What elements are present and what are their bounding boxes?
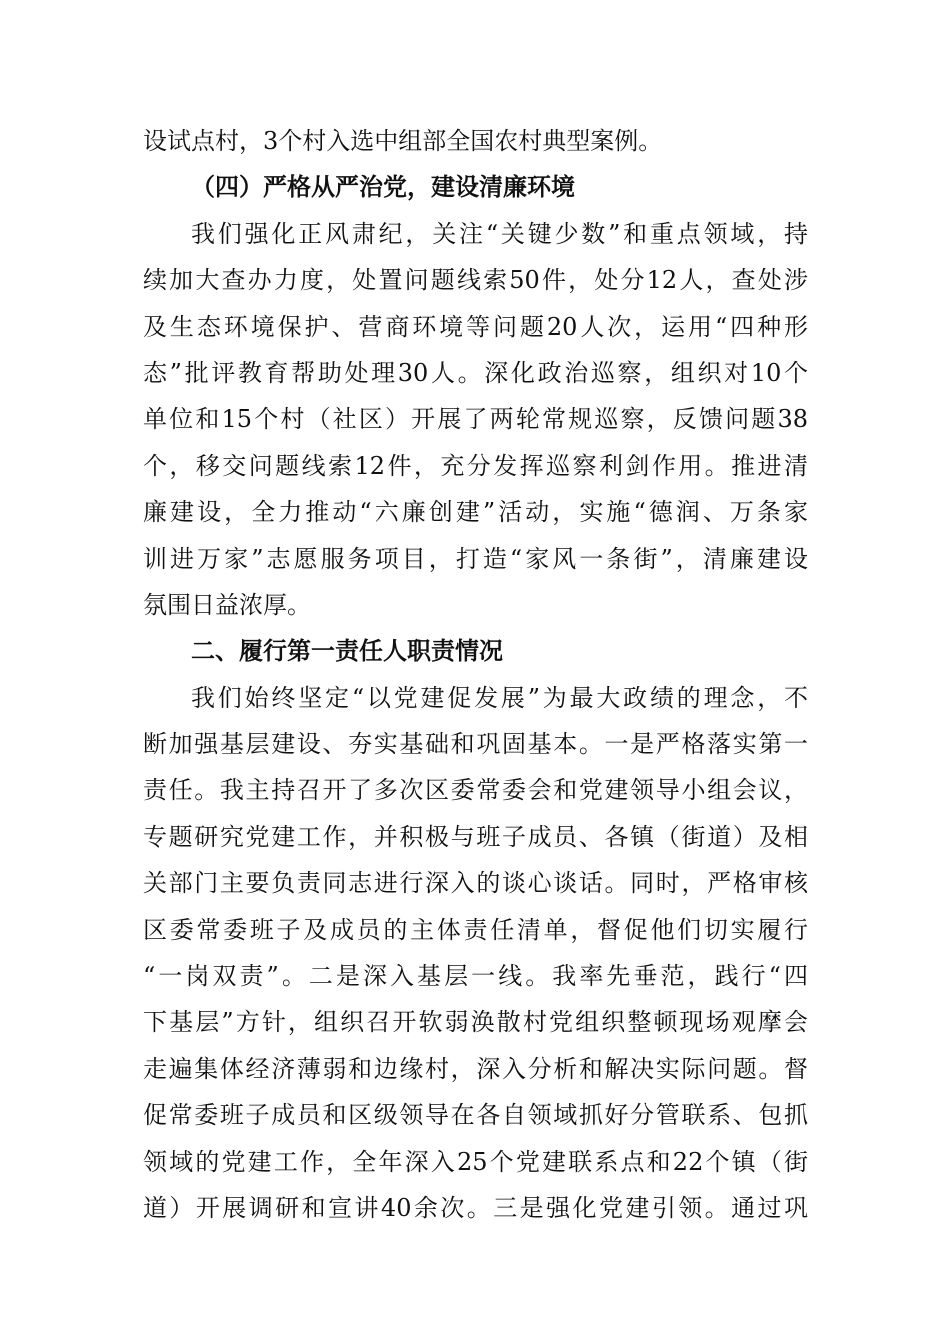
paragraph-line: 道）开展调研和宣讲40余次。三是强化党建引领。通过巩 — [143, 1193, 808, 1222]
paragraph-line: 专题研究党建工作，并积极与班子成员、各镇（街道）及相 — [143, 822, 808, 851]
paragraph-line: 个，移交问题线索12件，充分发挥巡察利剑作用。推进清 — [143, 451, 808, 480]
paragraph-line: 续加大查办力度，处置问题线索50件，处分12人，查处涉 — [143, 266, 808, 295]
paragraph-line: 廉建设，全力推动“六廉创建”活动，实施“德润、万条家 — [143, 498, 808, 527]
paragraph-line: 我们始终坚定“以党建促发展”为最大政绩的理念，不 — [191, 683, 808, 712]
paragraph-line: 领域的党建工作，全年深入25个党建联系点和22个镇（街 — [143, 1147, 808, 1176]
paragraph-line: 设试点村，3个村入选中组部全国农村典型案例。 — [143, 127, 663, 155]
paragraph-line: 训进万家”志愿服务项目，打造“家风一条街”，清廉建设 — [143, 544, 808, 573]
paragraph-line: 促常委班子成员和区级领导在各自领域抓好分管联系、包抓 — [143, 1101, 808, 1130]
document-body — [143, 118, 808, 1231]
paragraph-line: 态”批评教育帮助处理30人。深化政治巡察，组织对10个 — [143, 358, 808, 387]
paragraph-line: 断加强基层建设、夯实基础和巩固基本。一是严格落实第一 — [143, 730, 808, 759]
paragraph-line: 区委常委班子及成员的主体责任清单，督促他们切实履行 — [143, 915, 808, 944]
section-heading-4: （四）严格从严治党，建设清廉环境 — [191, 172, 575, 202]
paragraph-line: 及生态环境保护、营商环境等问题20人次，运用“四种形 — [143, 312, 808, 341]
paragraph-line: 下基层”方针，组织召开软弱涣散村党组织整顿现场观摩会 — [143, 1008, 808, 1037]
paragraph-line: 我们强化正风肃纪，关注“关键少数”和重点领域，持 — [191, 219, 808, 248]
paragraph-line: 走遍集体经济薄弱和边缘村，深入分析和解决实际问题。督 — [143, 1054, 808, 1083]
paragraph-line: 关部门主要负责同志进行深入的谈心谈话。同时，严格审核 — [143, 869, 808, 898]
paragraph-line: 单位和15个村（社区）开展了两轮常规巡察，反馈问题38 — [143, 405, 808, 434]
paragraph-line: 氛围日益浓厚。 — [143, 590, 311, 619]
paragraph-line: 责任。我主持召开了多次区委常委会和党建领导小组会议， — [143, 776, 808, 805]
section-heading-2: 二、履行第一责任人职责情况 — [191, 637, 503, 666]
paragraph-line: “一岗双责”。二是深入基层一线。我率先垂范，践行“四 — [143, 962, 808, 991]
